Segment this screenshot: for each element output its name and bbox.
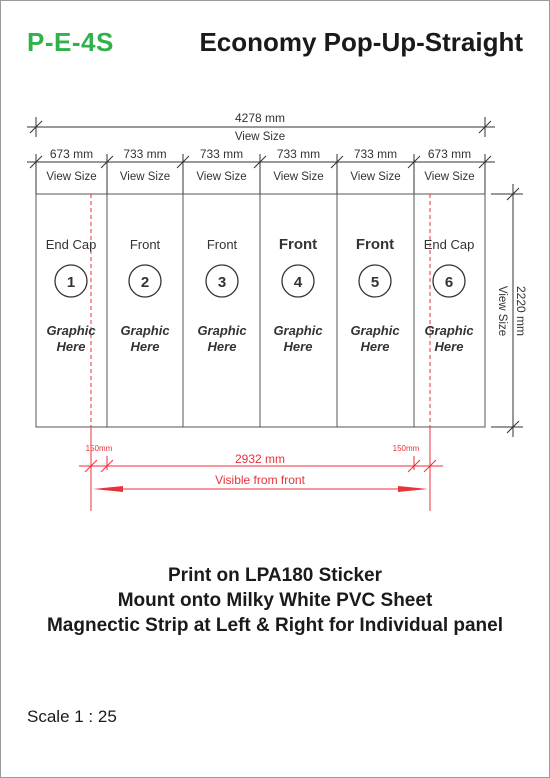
panel-type-label: Front [206, 237, 238, 252]
arrow-head-right [398, 486, 428, 492]
panel-type-label: Front [355, 236, 395, 253]
graphic-placeholder-label: Graphic [120, 323, 170, 338]
total-width-value: 4278 mm [234, 111, 286, 125]
panel-width-value: 673 mm [427, 147, 472, 161]
panel-width-label: View Size [424, 171, 475, 183]
panel-width-value: 733 mm [199, 147, 244, 161]
panel-width-value: 733 mm [123, 147, 167, 161]
panel-number: 6 [444, 274, 454, 291]
panel-diagram [1, 1, 549, 541]
panel-width-label: View Size [350, 171, 401, 183]
visible-label: Visible from front [215, 473, 305, 487]
graphic-placeholder-label: Graphic [424, 323, 474, 338]
panel-type-label: End Cap [423, 237, 475, 252]
print-notes [1, 563, 549, 638]
graphic-placeholder-label: Here [283, 339, 313, 354]
panel-width-value: 733 mm [276, 147, 321, 161]
panel-width-label: View Size [196, 171, 247, 183]
scale-label: Scale 1 : 25 [27, 707, 117, 726]
note-line: Mount onto Milky White PVC Sheet [117, 590, 433, 611]
height-value: 2220 mm [514, 285, 528, 337]
panel-type-label: Front [278, 236, 318, 253]
panel-width-label: View Size [273, 171, 324, 183]
product-code: P-E-4S [27, 27, 114, 57]
panel-number: 5 [370, 274, 380, 291]
graphic-placeholder-label: Here [207, 339, 237, 354]
visible-width-value: 2932 mm [234, 452, 286, 466]
panel-width-value: 733 mm [353, 147, 398, 161]
height-label: View Size [496, 285, 508, 337]
graphic-placeholder-label: Here [360, 339, 390, 354]
panel-width-label: View Size [46, 171, 97, 183]
panel-number: 2 [140, 274, 150, 291]
arrow-head-left [93, 486, 123, 492]
left-margin-value: 150mm [85, 444, 113, 453]
graphic-placeholder-label: Here [56, 339, 86, 354]
panel-width-label: View Size [119, 171, 171, 183]
panel-width-value: 673 mm [49, 147, 94, 161]
right-margin-value: 150mm [392, 444, 420, 453]
graphic-placeholder-label: Graphic [273, 323, 323, 338]
note-line: Print on LPA180 Sticker [168, 565, 382, 586]
panel-number: 1 [66, 274, 76, 291]
page-title: Economy Pop-Up-Straight [199, 27, 523, 57]
panel-number: 4 [293, 274, 303, 291]
panel-type-label: End Cap [45, 237, 97, 252]
panel-type-label: Front [129, 237, 161, 252]
panel-number: 3 [217, 274, 227, 291]
total-width-label: View Size [234, 131, 286, 143]
graphic-placeholder-label: Here [130, 339, 160, 354]
graphic-placeholder-label: Graphic [46, 323, 96, 338]
graphic-placeholder-label: Graphic [197, 323, 247, 338]
graphic-placeholder-label: Here [434, 339, 464, 354]
graphic-placeholder-label: Graphic [350, 323, 400, 338]
note-line: Magnectic Strip at Left & Right for Individual panel [46, 615, 504, 636]
